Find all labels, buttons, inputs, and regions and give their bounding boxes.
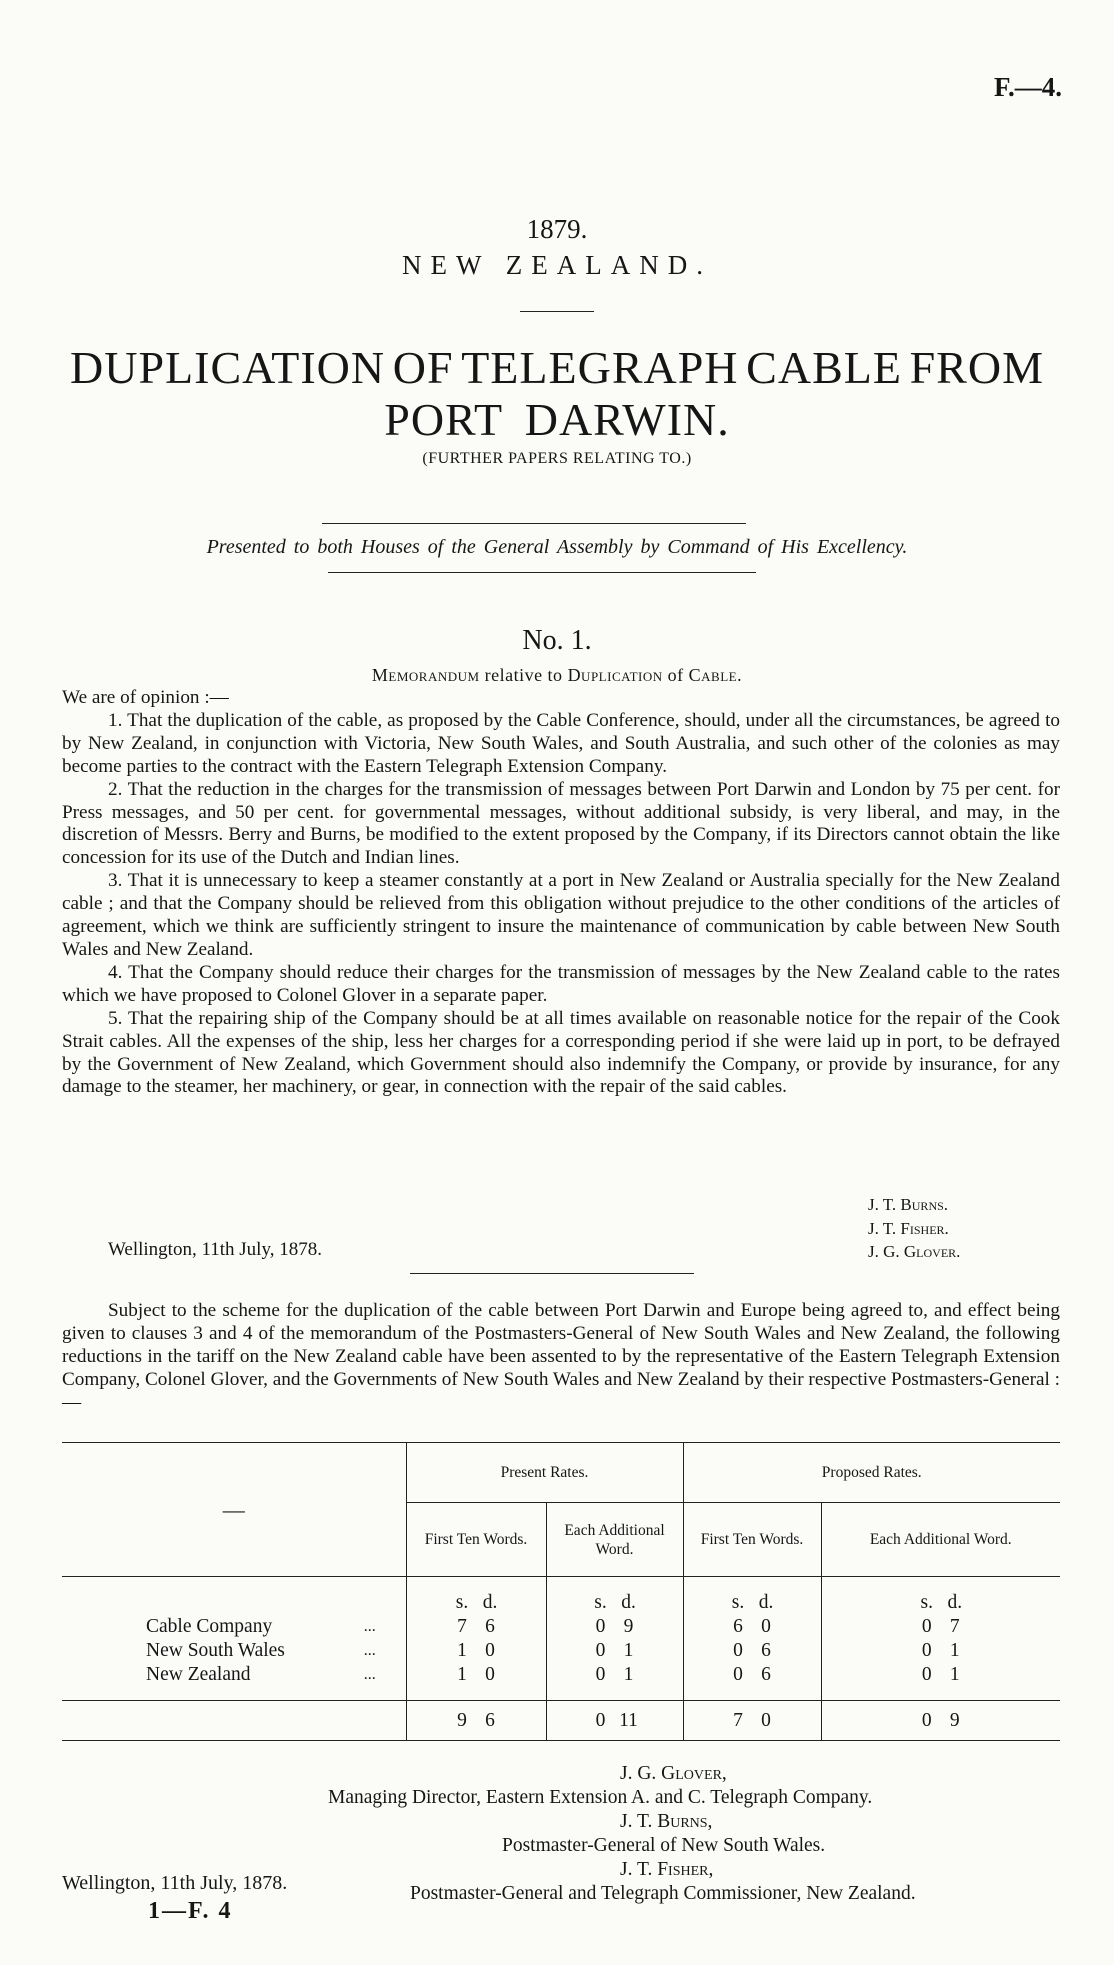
rate-cell bbox=[546, 1663, 683, 1687]
unit-cell bbox=[546, 1577, 683, 1615]
memo-word: relative to bbox=[484, 665, 563, 685]
shillings: 0 bbox=[921, 1663, 932, 1685]
tariff-intro-text: Subject to the scheme for the duplication of the cable between Port Darwin and Europe being agreed to, and effect being given to clauses 3 and 4 of the memorandum of the Postmasters-General of New South Wales and New Zealand, the following reductions in the tariff on the New Zealand cable have been assented to by the representative of the Eastern Telegraph Extension Company, Colonel Glover, and the Governments of New South Wales and New Zealand by their respective Postmasters-General :— bbox=[62, 1300, 1060, 1413]
row-name: Cable Company bbox=[146, 1615, 273, 1637]
footer-date: Wellington, 11th July, 1878. bbox=[62, 1872, 288, 1894]
shillings: 6 bbox=[733, 1615, 743, 1637]
pence: 9 bbox=[949, 1709, 960, 1731]
shillings: 0 bbox=[595, 1709, 606, 1731]
shillings: 1 bbox=[457, 1639, 467, 1661]
group-header-proposed: Proposed Rates. bbox=[683, 1443, 1060, 1503]
rate-cell bbox=[821, 1663, 1060, 1687]
divider bbox=[322, 523, 746, 524]
memo-word: Memorandum bbox=[371, 665, 480, 685]
shillings: 0 bbox=[595, 1663, 606, 1685]
shillings: 0 bbox=[595, 1615, 606, 1637]
shillings: 0 bbox=[733, 1663, 743, 1685]
unit: d. bbox=[621, 1591, 636, 1613]
title-word: FROM bbox=[909, 342, 1044, 393]
pence: 9 bbox=[623, 1615, 634, 1637]
shillings: 0 bbox=[921, 1709, 932, 1731]
rate-cell bbox=[546, 1639, 683, 1663]
rate-cell bbox=[406, 1663, 546, 1687]
leader-dots: ... bbox=[363, 1665, 376, 1683]
signature-role: Postmaster-General of New South Wales. bbox=[502, 1835, 826, 1856]
document-number: No. 1. bbox=[522, 625, 592, 656]
leader-dots: ... bbox=[363, 1641, 376, 1659]
signatory: J. G. Glover. bbox=[868, 1242, 961, 1261]
page-title bbox=[70, 342, 1044, 446]
row-name: New Zealand bbox=[146, 1663, 251, 1685]
signature-role: Postmaster-General and Telegraph Commissioner, New Zealand. bbox=[410, 1883, 916, 1904]
memo-heading bbox=[0, 665, 1114, 686]
leader-dots: ... bbox=[363, 1617, 376, 1635]
unit-cell bbox=[821, 1577, 1060, 1615]
total-cell bbox=[821, 1701, 1060, 1741]
rate-cell bbox=[406, 1639, 546, 1663]
total-cell bbox=[683, 1701, 821, 1741]
pence: 6 bbox=[761, 1639, 771, 1661]
unit: s. bbox=[731, 1591, 745, 1613]
rate-cell bbox=[821, 1639, 1060, 1663]
memo-opening: We are of opinion :— bbox=[62, 687, 229, 708]
signature-role: Managing Director, Eastern Extension A. and C. Telegraph Company. bbox=[328, 1787, 873, 1808]
col-header: Each Additional Word. bbox=[821, 1503, 1060, 1577]
pence: 1 bbox=[949, 1663, 960, 1685]
rate-cell bbox=[821, 1615, 1060, 1639]
unit-cell bbox=[683, 1577, 821, 1615]
memo-paragraph: 4. That the Company should reduce their charges for the transmission of messages by the New Zealand cable to the rates which we have proposed to Colonel Glover in a separate paper. bbox=[62, 961, 1060, 1006]
pence: 11 bbox=[619, 1709, 638, 1731]
memo-body bbox=[62, 687, 1060, 1099]
rate-cell bbox=[683, 1663, 821, 1687]
group-header-present: Present Rates. bbox=[406, 1443, 683, 1503]
total-cell bbox=[546, 1701, 683, 1741]
memo-paragraph: 2. That the reduction in the charges for the transmission of messages between Port Darwin and London by 75 per cent. for Press messages, and 50 per cent. for governmental messages, without additional subsidy, is very liberal, and may, in the discretion of Messrs. Berry and Burns, be modified to the extent proposed by the Company, if its Directors cannot obtain the like concession for its use of the Dutch and Indian lines. bbox=[62, 778, 1060, 869]
signature-name: J. T. Burns, bbox=[620, 1811, 713, 1832]
country: NEW ZEALAND. bbox=[402, 250, 712, 280]
pence: 6 bbox=[761, 1663, 771, 1685]
signatory: J. T. Fisher. bbox=[868, 1218, 949, 1238]
footer-reference: 1—F. 4 bbox=[148, 1898, 233, 1924]
tariff-intro bbox=[62, 1300, 1060, 1415]
totals-row bbox=[62, 1701, 1060, 1741]
pence: 6 bbox=[485, 1615, 495, 1637]
table-row bbox=[62, 1639, 1060, 1663]
pence: 0 bbox=[761, 1709, 771, 1731]
memo-paragraph: 1. That the duplication of the cable, as proposed by the Cable Conference, should, under all the circumstances, be agreed to by New Zealand, in conjunction with Victoria, New South Wales, and South Australia, and such other of the colonies as may become parties to the contract with the Eastern Telegraph Extension Company. bbox=[62, 709, 1060, 777]
rate-cell bbox=[683, 1639, 821, 1663]
memo-word: of bbox=[667, 665, 684, 685]
shillings: 7 bbox=[457, 1615, 467, 1637]
unit: s. bbox=[920, 1591, 933, 1613]
title-line-1 bbox=[70, 342, 1044, 394]
title-word: DUPLICATION bbox=[70, 342, 386, 393]
memo-paragraph: 3. That it is unnecessary to keep a steamer constantly at a port in New Zealand or Australia specially for the New Zealand cable ; and that the Company should be relieved from this obligation without prejudice to the other conditions of the articles of agreement, which we think are sufficiently stringent to insure the maintenance of communication by cable between New South Wales and New Zealand. bbox=[62, 870, 1060, 960]
subtitle: (FURTHER PAPERS RELATING TO.) bbox=[422, 450, 692, 467]
shillings: 0 bbox=[921, 1615, 932, 1637]
row-name: New South Wales bbox=[146, 1639, 285, 1661]
signature-name: J. G. Glover, bbox=[620, 1763, 727, 1784]
unit: d. bbox=[482, 1591, 498, 1613]
unit: d. bbox=[947, 1591, 963, 1613]
pence: 0 bbox=[761, 1615, 771, 1637]
memo-date: Wellington, 11th July, 1878. bbox=[108, 1239, 322, 1260]
title-word: CABLE bbox=[746, 342, 902, 393]
rate-cell bbox=[406, 1615, 546, 1639]
pence: 0 bbox=[485, 1663, 495, 1685]
col-header: Each Additional Word. bbox=[546, 1503, 683, 1577]
shillings: 0 bbox=[595, 1639, 606, 1661]
year: 1879. bbox=[526, 214, 588, 244]
rates-table bbox=[62, 1442, 1060, 1741]
divider bbox=[328, 572, 756, 573]
shillings: 1 bbox=[457, 1663, 467, 1685]
pence: 1 bbox=[623, 1663, 634, 1685]
unit-cell bbox=[406, 1577, 546, 1615]
shillings: 0 bbox=[921, 1639, 932, 1661]
memo-signatories bbox=[868, 1193, 960, 1264]
unit: d. bbox=[758, 1591, 774, 1613]
pence: 6 bbox=[485, 1709, 495, 1731]
table-row bbox=[62, 1663, 1060, 1687]
paper-reference: F.—4. bbox=[993, 72, 1062, 102]
divider bbox=[410, 1273, 694, 1274]
col-header: First Ten Words. bbox=[406, 1503, 546, 1577]
pence: 1 bbox=[623, 1639, 634, 1661]
title-word: OF bbox=[392, 342, 454, 393]
signature-name: J. T. Fisher, bbox=[620, 1859, 714, 1880]
col-header: First Ten Words. bbox=[683, 1503, 821, 1577]
title-word: TELEGRAPH bbox=[461, 342, 739, 393]
unit: s. bbox=[455, 1591, 469, 1613]
pence: 1 bbox=[949, 1639, 960, 1661]
pence: 7 bbox=[949, 1615, 960, 1637]
rate-cell bbox=[683, 1615, 821, 1639]
pence: 0 bbox=[485, 1639, 495, 1661]
memo-paragraph: 5. That the repairing ship of the Company should be at all times available on reasonable notice for the repair of the Cook Strait cables. All the expenses of the ship, less her charges for a corresponding period if she were laid up in port, to be defrayed by the Government of New Zealand, which Government should also indemnify the Company, or provide by insurance, for any damage to the steamer, her machinery, or gear, in connection with the repair of the said cables. bbox=[62, 1007, 1060, 1098]
signatory: J. T. Burns. bbox=[868, 1195, 949, 1214]
memo-word: Cable. bbox=[688, 665, 743, 685]
rate-cell bbox=[546, 1615, 683, 1639]
divider bbox=[520, 311, 594, 312]
table-corner: — bbox=[222, 1496, 245, 1522]
presented-line: Presented to both Houses of the General Assembly by Command of His Excellency. bbox=[206, 536, 908, 558]
table-row bbox=[62, 1615, 1060, 1639]
shillings: 0 bbox=[733, 1639, 743, 1661]
title-line-2: PORT DARWIN. bbox=[384, 394, 730, 445]
total-cell bbox=[406, 1701, 546, 1741]
unit: s. bbox=[594, 1591, 607, 1613]
memo-word: Duplication bbox=[567, 665, 663, 685]
shillings: 9 bbox=[457, 1709, 467, 1731]
shillings: 7 bbox=[733, 1709, 743, 1731]
